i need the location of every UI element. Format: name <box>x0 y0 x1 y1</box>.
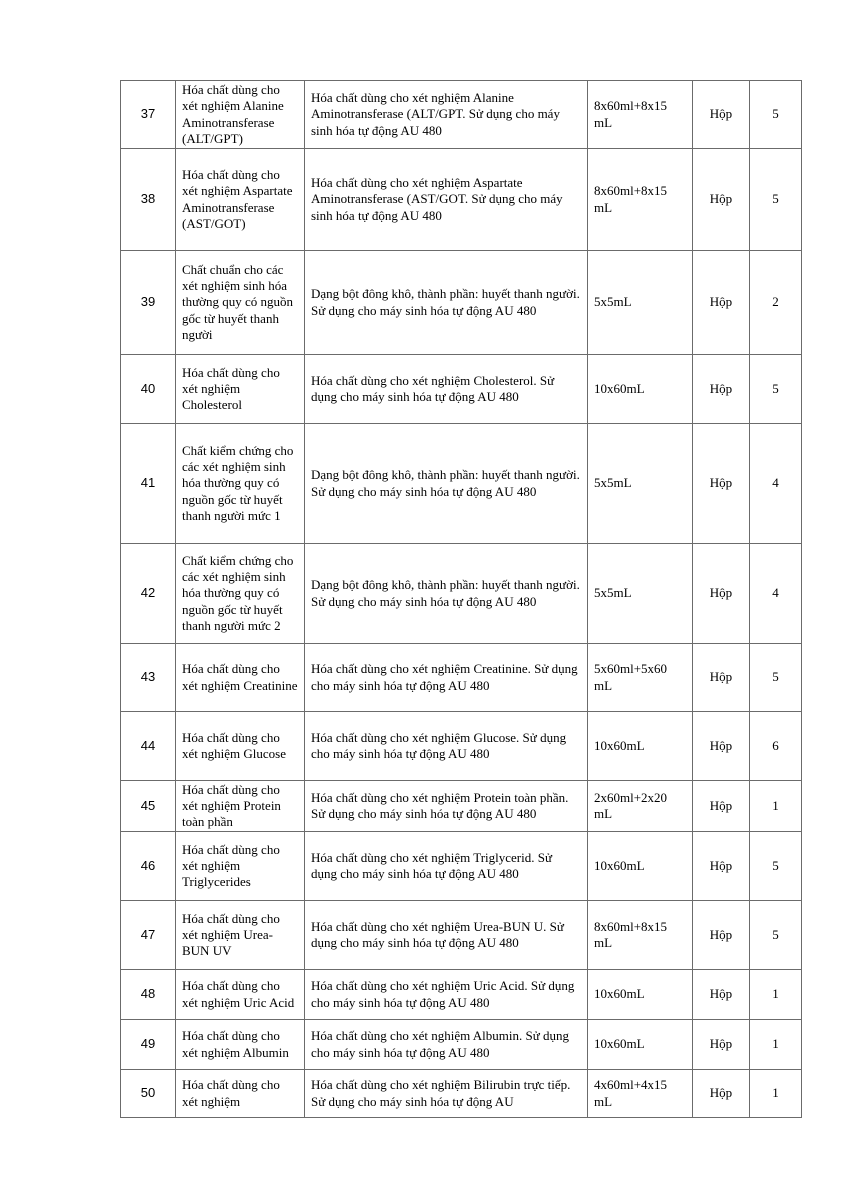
item-quantity: 1 <box>750 970 802 1020</box>
row-number: 37 <box>121 81 176 149</box>
item-description: Hóa chất dùng cho xét nghiệm Albumin. Sử dụng cho máy sinh hóa tự động AU 480 <box>305 1020 588 1070</box>
item-packaging: 5x5mL <box>588 544 693 644</box>
item-unit: Hộp <box>693 544 750 644</box>
row-number: 49 <box>121 1020 176 1070</box>
item-quantity: 1 <box>750 1070 802 1118</box>
item-name: Hóa chất dùng cho xét nghiệm Uric Acid <box>176 970 305 1020</box>
item-packaging: 10x60mL <box>588 1020 693 1070</box>
item-description: Hóa chất dùng cho xét nghiệm Aspartate Aminotransferase (AST/GOT. Sử dụng cho máy sinh hóa tự động AU 480 <box>305 149 588 251</box>
item-name: Chất kiểm chứng cho các xét nghiệm sinh hóa thường quy có nguồn gốc từ huyết thanh người mức 2 <box>176 544 305 644</box>
item-unit: Hộp <box>693 355 750 424</box>
item-packaging: 10x60mL <box>588 355 693 424</box>
item-description: Hóa chất dùng cho xét nghiệm Urea-BUN U. Sử dụng cho máy sinh hóa tự động AU 480 <box>305 901 588 970</box>
item-unit: Hộp <box>693 970 750 1020</box>
item-quantity: 2 <box>750 251 802 355</box>
row-number: 48 <box>121 970 176 1020</box>
item-description: Hóa chất dùng cho xét nghiệm Creatinine. Sử dụng cho máy sinh hóa tự động AU 480 <box>305 644 588 712</box>
item-unit: Hộp <box>693 781 750 832</box>
row-number: 44 <box>121 712 176 781</box>
item-unit: Hộp <box>693 644 750 712</box>
item-packaging: 5x5mL <box>588 251 693 355</box>
item-name: Hóa chất dùng cho xét nghiệm Glucose <box>176 712 305 781</box>
item-unit: Hộp <box>693 901 750 970</box>
reagent-table <box>120 80 802 1118</box>
item-quantity: 5 <box>750 832 802 901</box>
item-description: Dạng bột đông khô, thành phần: huyết thanh người. Sử dụng cho máy sinh hóa tự động AU 480 <box>305 251 588 355</box>
item-packaging: 10x60mL <box>588 712 693 781</box>
item-packaging: 5x5mL <box>588 424 693 544</box>
table-row <box>121 712 802 781</box>
item-quantity: 4 <box>750 544 802 644</box>
item-quantity: 5 <box>750 901 802 970</box>
item-name: Hóa chất dùng cho xét nghiệm Cholesterol <box>176 355 305 424</box>
item-name: Hóa chất dùng cho xét nghiệm Creatinine <box>176 644 305 712</box>
item-unit: Hộp <box>693 149 750 251</box>
item-name: Chất kiểm chứng cho các xét nghiệm sinh hóa thường quy có nguồn gốc từ huyết thanh người mức 1 <box>176 424 305 544</box>
item-name: Hóa chất dùng cho xét nghiệm Urea-BUN UV <box>176 901 305 970</box>
item-unit: Hộp <box>693 712 750 781</box>
item-description <box>305 1070 588 1118</box>
table-row <box>121 644 802 712</box>
row-number: 38 <box>121 149 176 251</box>
item-name: Hóa chất dùng cho xét nghiệm Protein toàn phần <box>176 781 305 832</box>
item-description: Hóa chất dùng cho xét nghiệm Alanine Aminotransferase (ALT/GPT. Sử dụng cho máy sinh hóa tự động AU 480 <box>305 81 588 149</box>
table-row <box>121 781 802 832</box>
item-description-text: Hóa chất dùng cho xét nghiệm Bilirubin trực tiếp. Sử dụng cho máy sinh hóa tự động AU <box>311 1077 571 1109</box>
item-name: Hóa chất dùng cho xét nghiệm Aspartate Aminotransferase (AST/GOT) <box>176 149 305 251</box>
row-number: 39 <box>121 251 176 355</box>
item-name <box>176 1070 305 1118</box>
item-unit: Hộp <box>693 832 750 901</box>
item-name-text: Hóa chất dùng cho xét nghiệm <box>182 1077 280 1109</box>
item-quantity: 5 <box>750 355 802 424</box>
item-quantity: 6 <box>750 712 802 781</box>
item-packaging: 5x60ml+5x60 mL <box>588 644 693 712</box>
row-number: 40 <box>121 355 176 424</box>
row-number: 47 <box>121 901 176 970</box>
item-quantity: 1 <box>750 781 802 832</box>
item-description: Dạng bột đông khô, thành phần: huyết thanh người. Sử dụng cho máy sinh hóa tự động AU 480 <box>305 544 588 644</box>
item-quantity: 5 <box>750 644 802 712</box>
row-number: 43 <box>121 644 176 712</box>
item-unit: Hộp <box>693 424 750 544</box>
item-name: Hóa chất dùng cho xét nghiệm Alanine Aminotransferase (ALT/GPT) <box>176 81 305 149</box>
item-quantity: 5 <box>750 149 802 251</box>
row-number: 41 <box>121 424 176 544</box>
item-description: Hóa chất dùng cho xét nghiệm Cholesterol. Sử dụng cho máy sinh hóa tự động AU 480 <box>305 355 588 424</box>
item-name: Hóa chất dùng cho xét nghiệm Albumin <box>176 1020 305 1070</box>
row-number: 46 <box>121 832 176 901</box>
item-packaging: 4x60ml+4x15 mL <box>588 1070 693 1118</box>
item-packaging: 8x60ml+8x15 mL <box>588 901 693 970</box>
item-unit: Hộp <box>693 81 750 149</box>
table-row <box>121 970 802 1020</box>
table-row <box>121 355 802 424</box>
table-row <box>121 1020 802 1070</box>
row-number: 42 <box>121 544 176 644</box>
item-packaging: 10x60mL <box>588 832 693 901</box>
item-unit: Hộp <box>693 251 750 355</box>
table-row <box>121 544 802 644</box>
item-name: Chất chuẩn cho các xét nghiệm sinh hóa thường quy có nguồn gốc từ huyết thanh người <box>176 251 305 355</box>
item-packaging: 8x60ml+8x15 mL <box>588 149 693 251</box>
row-number: 50 <box>121 1070 176 1118</box>
item-quantity: 5 <box>750 81 802 149</box>
item-packaging: 2x60ml+2x20 mL <box>588 781 693 832</box>
item-name: Hóa chất dùng cho xét nghiệm Triglycerides <box>176 832 305 901</box>
item-description: Hóa chất dùng cho xét nghiệm Glucose. Sử dụng cho máy sinh hóa tự động AU 480 <box>305 712 588 781</box>
item-packaging: 8x60ml+8x15 mL <box>588 81 693 149</box>
table-row <box>121 832 802 901</box>
item-description: Dạng bột đông khô, thành phần: huyết thanh người. Sử dụng cho máy sinh hóa tự động AU 480 <box>305 424 588 544</box>
item-description: Hóa chất dùng cho xét nghiệm Protein toàn phần. Sử dụng cho máy sinh hóa tự động AU 480 <box>305 781 588 832</box>
item-quantity: 1 <box>750 1020 802 1070</box>
item-description: Hóa chất dùng cho xét nghiệm Uric Acid. Sử dụng cho máy sinh hóa tự động AU 480 <box>305 970 588 1020</box>
table-row <box>121 251 802 355</box>
table-row <box>121 81 802 149</box>
item-quantity: 4 <box>750 424 802 544</box>
table-row <box>121 901 802 970</box>
item-unit: Hộp <box>693 1070 750 1118</box>
table-row <box>121 1070 802 1118</box>
table-row <box>121 149 802 251</box>
table-row <box>121 424 802 544</box>
item-description: Hóa chất dùng cho xét nghiệm Triglycerid. Sử dụng cho máy sinh hóa tự động AU 480 <box>305 832 588 901</box>
item-packaging: 10x60mL <box>588 970 693 1020</box>
reagent-table-body <box>121 81 802 1118</box>
item-unit: Hộp <box>693 1020 750 1070</box>
row-number: 45 <box>121 781 176 832</box>
